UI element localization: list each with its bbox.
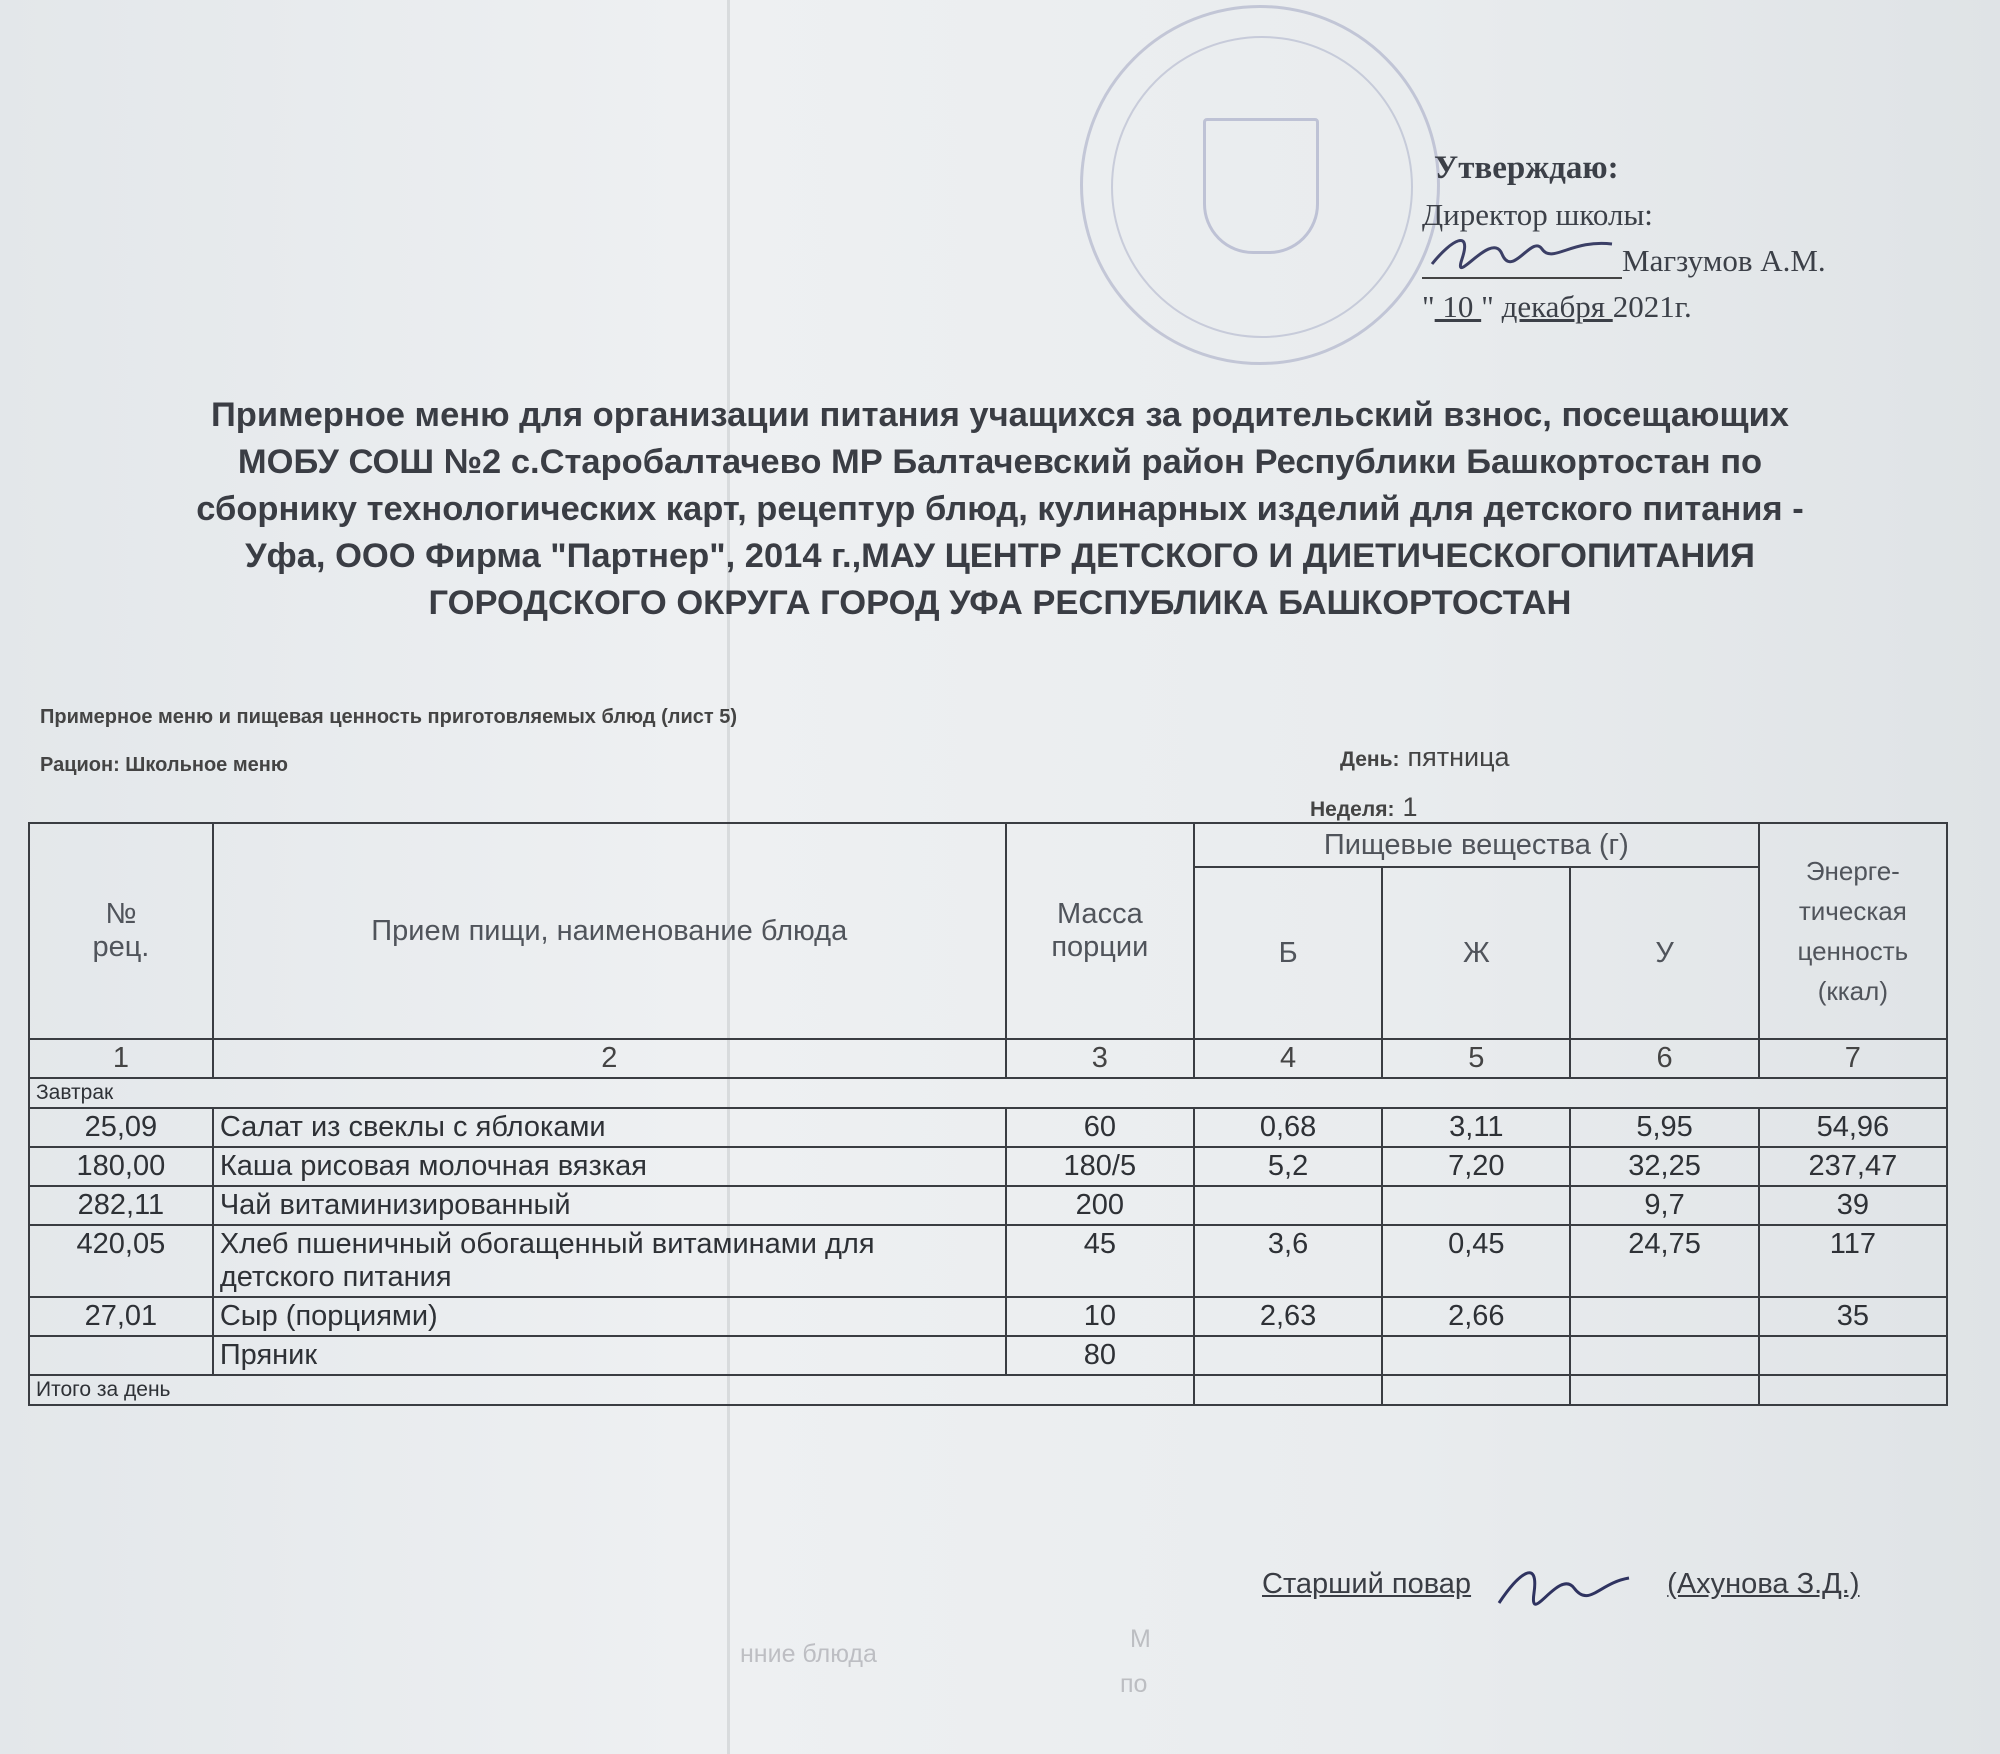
bleed-through-text: нние блюда [740,1640,877,1668]
header-carbs: У [1570,867,1758,1039]
approval-title: Утверждаю: [1434,150,1619,186]
table-row: 282,11 Чай витаминизированный 200 9,7 39 [29,1186,1947,1225]
menu-table [28,822,1948,1406]
header-portion-mass: Масса порции [1006,823,1194,1039]
director-name: Магзумов А.М. [1622,243,1826,278]
column-number-row: 1 2 3 4 5 6 7 [29,1039,1947,1078]
approval-date: " 10 " декабря 2021г. [1422,289,1692,324]
cook-signature-icon [1479,1553,1659,1613]
bleed-through-text: по [1120,1670,1148,1698]
day-field: День: пятница [1340,742,1510,772]
cook-label: Старший повар [1262,1568,1472,1600]
section-breakfast: Завтрак [29,1078,1947,1108]
week-field: Неделя: 1 [1310,792,1418,822]
approval-block [1422,150,1942,325]
cook-name: (Ахунова З.Д.) [1667,1568,1860,1600]
header-energy: Энерге- тическая ценность (ккал) [1759,823,1947,1039]
header-recipe-no: № рец. [29,823,213,1039]
table-row: 420,05 Хлеб пшеничный обогащенный витаминами для детского питания 45 3,6 0,45 24,75 117 [29,1225,1947,1297]
bleed-through-text: М [1130,1625,1151,1653]
header-meal-name: Прием пищи, наименование блюда [213,823,1006,1039]
approval-role: Директор школы: [1422,197,1653,232]
official-stamp [1080,5,1440,365]
day-value: пятница [1407,742,1510,772]
table-row: 27,01 Сыр (порциями) 10 2,63 2,66 35 [29,1297,1947,1336]
total-label: Итого за день [29,1375,1194,1405]
table-header-row [29,823,1947,867]
approval-date-day: 10 [1434,289,1482,324]
approval-date-year: 2021г. [1612,289,1692,324]
menu-subtitle: Примерное меню и пищевая ценность приготовляемых блюд (лист 5) [40,706,738,728]
table-row: 180,00 Каша рисовая молочная вязкая 180/5 5,2 7,20 32,25 237,47 [29,1147,1947,1186]
header-nutrients: Пищевые вещества (г) [1194,823,1759,867]
approval-date-month: декабря [1501,289,1613,324]
header-fat: Ж [1382,867,1570,1039]
total-row [29,1375,1947,1405]
cook-signature-block [1262,1568,1860,1601]
director-signature [1422,245,1622,279]
section-row [29,1078,1947,1108]
document-title: Примерное меню для организации питания учащихся за родительский взнос, посещающих МОБУ СОШ №2 с.Старобалтачево МР Балтачевский район Республики Башкортостан по сборнику технологических карт, рецептур блюд, кулинарных изделий для детского питания - Уфа, ООО Фирма "Партнер", 2014 г.,МАУ ЦЕНТР ДЕТСКОГО И ДИЕТИЧЕСКОГОПИТАНИЯ ГОРОДСКОГО ОКРУГА ГОРОД УФА РЕСПУБЛИКА БАШКОРТОСТАН [196,396,1804,622]
stamp-emblem-icon [1203,118,1319,254]
table-row: Пряник 80 [29,1336,1947,1375]
approval-signature-line [1422,243,1942,279]
table-row: 25,09 Салат из свеклы с яблоками 60 0,68 3,11 5,95 54,96 [29,1108,1947,1147]
week-value: 1 [1402,792,1418,822]
ration-label: Рацион: Школьное меню [40,754,288,776]
header-protein: Б [1194,867,1382,1039]
director-signature-icon [1422,219,1622,279]
